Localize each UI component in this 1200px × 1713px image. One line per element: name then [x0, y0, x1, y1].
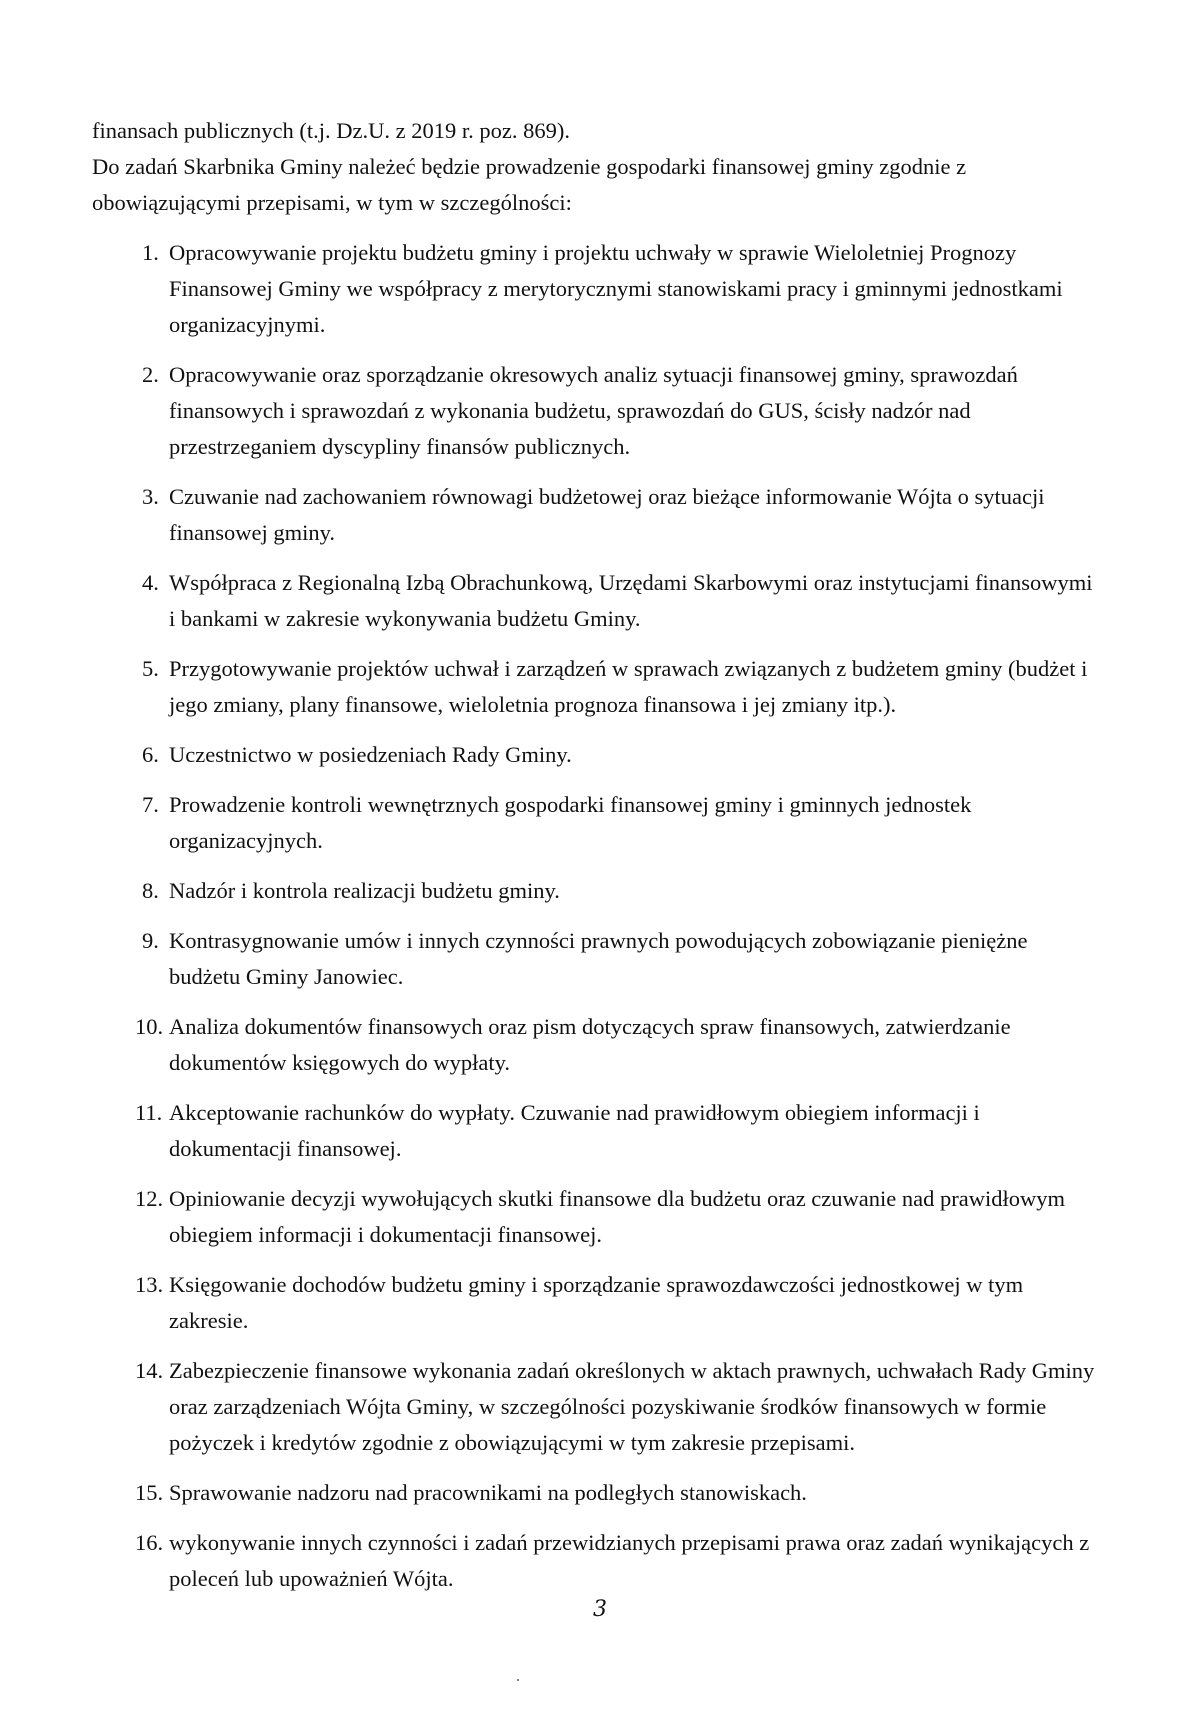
list-item-number: 15.	[135, 1480, 164, 1505]
list-item-number: 4.	[142, 570, 159, 595]
list-item	[92, 1181, 1102, 1253]
list-item-number: 1.	[142, 240, 159, 265]
list-item-number: 12.	[135, 1186, 164, 1211]
list-item	[92, 787, 1102, 859]
intro-paragraph: Do zadań Skarbnika Gminy należeć będzie prowadzenie gospodarki finansowej gminy zgodnie z obowiązującymi przepisami, w tym w szczególności:	[92, 154, 967, 215]
list-item-number: 5.	[142, 656, 159, 681]
list-item	[92, 651, 1102, 723]
list-item-number: 3.	[142, 484, 159, 509]
list-item-text: Opracowywanie oraz sporządzanie okresowych analiz sytuacji finansowej gminy, sprawozdań finansowych i sprawozdań z wykonania budżetu, sprawozdań do GUS, ścisły nadzór nad przestrzeganiem dyscypliny finansów publicznych.	[169, 362, 1018, 459]
list-item-number: 6.	[142, 742, 159, 767]
list-item	[92, 235, 1102, 343]
list-item-text: Współpraca z Regionalną Izbą Obrachunkową, Urzędami Skarbowymi oraz instytucjami finansowymi i bankami w zakresie wykonywania budżetu Gminy.	[169, 570, 1093, 631]
list-item	[92, 873, 1102, 909]
list-item	[92, 357, 1102, 465]
list-item-text: Przygotowywanie projektów uchwał i zarządzeń w sprawach związanych z budżetem gminy (budżet i jego zmiany, plany finansowe, wieloletnia prognoza finansowa i jej zmiany itp.).	[169, 656, 1088, 717]
list-item-number: 9.	[142, 928, 159, 953]
list-item	[92, 1009, 1102, 1081]
duties-list	[92, 235, 1102, 1597]
list-item	[92, 565, 1102, 637]
list-item-number: 10.	[135, 1014, 164, 1039]
list-item-text: Nadzór i kontrola realizacji budżetu gminy.	[169, 878, 560, 903]
document-body	[92, 113, 1102, 1611]
list-item-number: 8.	[142, 878, 159, 903]
list-item-number: 13.	[135, 1272, 164, 1297]
list-item-number: 14.	[135, 1358, 164, 1383]
intro-line-continuation: finansach publicznych (t.j. Dz.U. z 2019 r. poz. 869).	[92, 118, 570, 143]
list-item	[92, 1095, 1102, 1167]
list-item-text: Kontrasygnowanie umów i innych czynności prawnych powodujących zobowiązanie pieniężne budżetu Gminy Janowiec.	[169, 928, 1028, 989]
list-item-text: Akceptowanie rachunków do wypłaty. Czuwanie nad prawidłowym obiegiem informacji i dokumentacji finansowej.	[169, 1100, 980, 1161]
list-item	[92, 1267, 1102, 1339]
page-number: 3	[593, 1597, 607, 1622]
scan-speck	[517, 1679, 519, 1681]
list-item-number: 16.	[135, 1530, 164, 1555]
list-item	[92, 737, 1102, 773]
list-item-number: 2.	[142, 362, 159, 387]
list-item-number: 11.	[135, 1100, 163, 1125]
list-item	[92, 1525, 1102, 1597]
list-item	[92, 923, 1102, 995]
list-item-text: Opracowywanie projektu budżetu gminy i projektu uchwały w sprawie Wieloletniej Prognozy Finansowej Gminy we współpracy z merytorycznymi stanowiskami pracy i gminnymi jednostkami organizacyjnymi.	[169, 240, 1063, 337]
list-item-text: Opiniowanie decyzji wywołujących skutki finansowe dla budżetu oraz czuwanie nad prawidłowym obiegiem informacji i dokumentacji finansowej.	[169, 1186, 1065, 1247]
list-item-text: Zabezpieczenie finansowe wykonania zadań określonych w aktach prawnych, uchwałach Rady Gminy oraz zarządzeniach Wójta Gminy, w szczególności pozyskiwanie środków finansowych w formie pożyczek i kredytów zgodnie z obowiązującymi w tym zakresie przepisami.	[169, 1358, 1095, 1455]
list-item-text: wykonywanie innych czynności i zadań przewidzianych przepisami prawa oraz zadań wynikających z poleceń lub upoważnień Wójta.	[169, 1530, 1090, 1591]
list-item-text: Czuwanie nad zachowaniem równowagi budżetowej oraz bieżące informowanie Wójta o sytuacji finansowej gminy.	[169, 484, 1045, 545]
list-item-text: Księgowanie dochodów budżetu gminy i sporządzanie sprawozdawczości jednostkowej w tym zakresie.	[169, 1272, 1024, 1333]
list-item-text: Uczestnictwo w posiedzeniach Rady Gminy.	[169, 742, 572, 767]
list-item-text: Prowadzenie kontroli wewnętrznych gospodarki finansowej gminy i gminnych jednostek organizacyjnych.	[169, 792, 972, 853]
list-item-number: 7.	[142, 792, 159, 817]
list-item	[92, 479, 1102, 551]
list-item-text: Sprawowanie nadzoru nad pracownikami na podległych stanowiskach.	[169, 1480, 807, 1505]
list-item	[92, 1353, 1102, 1461]
list-item-text: Analiza dokumentów finansowych oraz pism dotyczących spraw finansowych, zatwierdzanie dokumentów księgowych do wypłaty.	[169, 1014, 1011, 1075]
list-item	[92, 1475, 1102, 1511]
